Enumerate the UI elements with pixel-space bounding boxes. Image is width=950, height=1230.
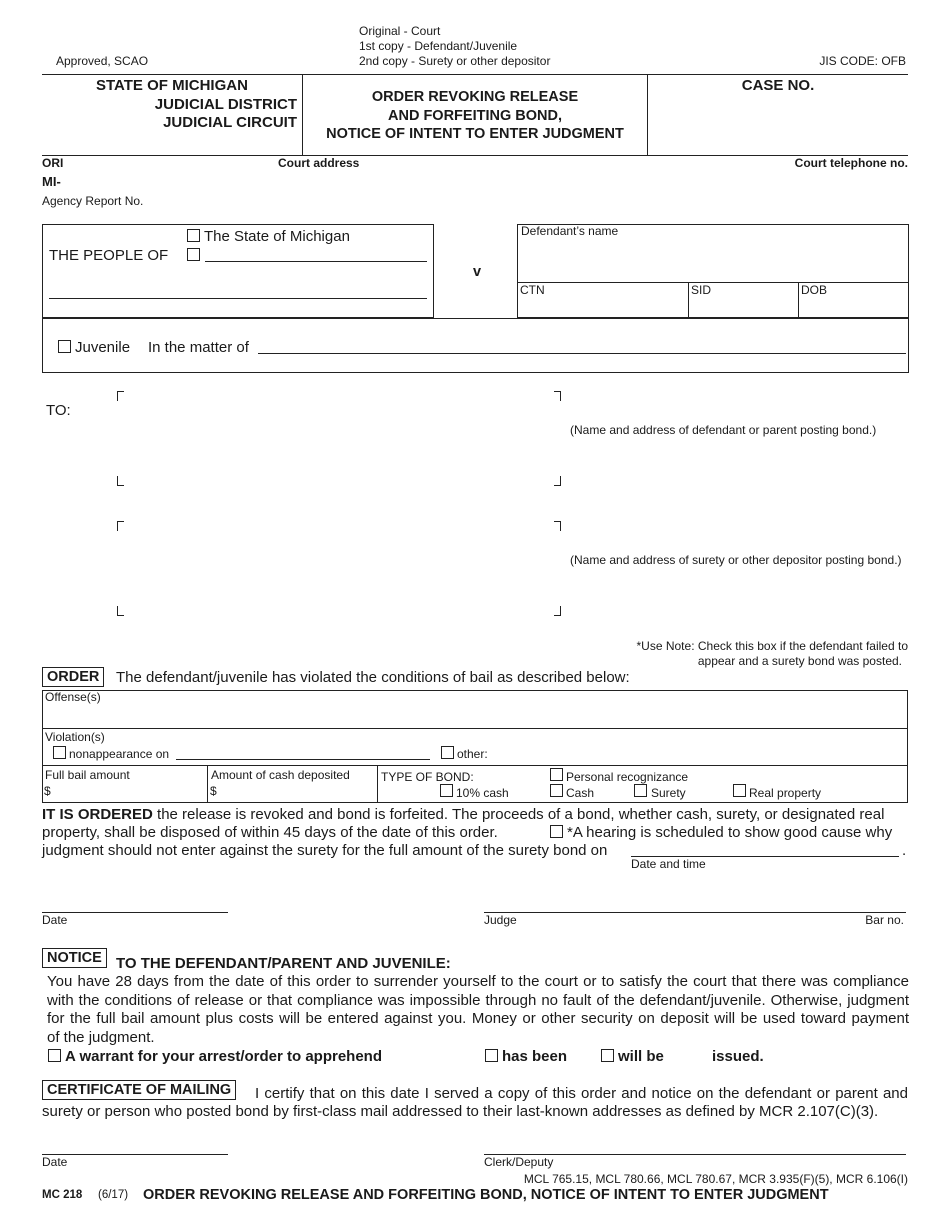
bail-cash-divider [207,765,208,803]
violations-label: Violation(s) [45,730,105,744]
defendant-name-field[interactable] [521,240,905,280]
nonappearance-checkbox[interactable] [53,746,66,759]
full-bail-dollar: $ [44,784,51,798]
form-title [303,88,647,144]
has-been-checkbox[interactable] [485,1049,498,1062]
form-number: MC 218 [42,1189,83,1201]
personal-recognizance-checkbox[interactable] [550,768,563,781]
to-label: TO: [46,402,71,419]
certificate-line-2: surety or person who posted bond by first-class mail addressed to their last-known addresses as defined by MCR 2.107(C)(3). [42,1103,879,1120]
sid-label: SID [691,283,712,297]
case-no-field[interactable] [660,98,896,148]
it-is-ordered-lead: IT IS ORDERED [42,806,153,823]
defendant-id-rule [517,282,909,283]
use-note [637,639,909,669]
cash-deposited-dollar: $ [210,784,217,798]
address-window-2-corner-tl [117,521,124,531]
offenses-rule [42,728,908,729]
surety-address-note: (Name and address of surety or other depositor posting bond.) [570,553,902,567]
type-of-bond-label: TYPE OF BOND: [381,770,474,784]
offenses-field[interactable] [46,705,904,727]
mi-label: MI- [42,174,61,189]
other-violation-checkbox[interactable] [441,746,454,759]
judicial-district: JUDICIAL DISTRICT [154,95,297,113]
people-of-label: THE PEOPLE OF [49,247,169,264]
copy-distribution [359,24,550,69]
other-violation-label: other: [457,747,488,761]
in-matter-of-label: In the matter of [148,339,249,356]
it-is-ordered-paragraph [42,806,908,825]
date-and-time-label: Date and time [631,857,706,871]
surety-bond-label: Surety [651,786,686,800]
it-is-ordered-line-1: the release is revoked and bond is forfeited. The proceeds of a bond, whether cash, surety, or designated real [157,806,885,823]
will-be-label: will be [618,1048,664,1065]
order-date-line[interactable] [42,912,228,913]
other-plaintiff-checkbox[interactable] [187,248,200,261]
agency-report-label: Agency Report No. [42,194,144,208]
form-title-line-2: AND FORFEITING BOND, [388,107,562,124]
notice-line-1: You have 28 days from the date of this order to surrender yourself to the court or to satisfy the court that there was compliance [47,973,909,990]
plaintiff-extra-line[interactable] [49,298,427,299]
full-bail-label: Full bail amount [45,768,130,782]
certificate-tag: CERTIFICATE OF MAILING [42,1080,236,1100]
order-date-label: Date [42,913,68,927]
mailing-date-label: Date [42,1155,68,1169]
court-address-label: Court address [278,156,360,170]
order-intro: The defendant/juvenile has violated the conditions of bail as described below: [116,669,630,686]
certificate-line-1: I certify that on this date I served a copy of this order and notice on the defendant or parent and [255,1085,908,1102]
ctn-label: CTN [520,283,545,297]
versus-label: v [473,264,482,280]
legal-citations: MCL 765.15, MCL 780.66, MCL 780.67, MCR 3.935(F)(5), MCR 6.106(I) [523,1172,908,1186]
notice-paragraph [47,973,909,1047]
order-tag: ORDER [42,667,104,687]
clerk-deputy-label: Clerk/Deputy [484,1155,554,1169]
judge-label: Judge [484,913,517,927]
juvenile-label: Juvenile [75,339,131,356]
footer-title: ORDER REVOKING RELEASE AND FORFEITING BOND, NOTICE OF INTENT TO ENTER JUDGMENT [143,1187,829,1203]
defendant-name-label: Defendant’s name [521,224,619,238]
judicial-circuit: JUDICIAL CIRCUIT [163,114,297,131]
hearing-period: . [902,842,907,859]
address-window-2-corner-bl [117,606,124,616]
notice-line-2: with the conditions of release or that compliance was impossible through no fault of the defendant/juvenile. Otherwise, judgment [47,991,909,1009]
real-property-checkbox[interactable] [733,784,746,797]
address-window-1-corner-bl [117,476,124,486]
issued-label: issued. [712,1048,764,1065]
violations-rule [42,765,908,766]
defendant-address-field[interactable] [130,398,545,476]
state-of-michigan-checkbox[interactable] [187,229,200,242]
use-note-line-2: appear and a surety bond was posted. [697,654,902,668]
copy-first: 1st copy - Defendant/Juvenile [359,39,518,53]
use-note-line-1: *Use Note: Check this box if the defendant failed to [636,639,908,653]
case-no-label: CASE NO. [741,77,815,94]
warrant-label: A warrant for your arrest/order to apprehend [65,1048,383,1065]
offenses-label: Offense(s) [45,690,101,704]
sid-dob-divider [798,282,799,318]
warrant-checkbox[interactable] [48,1049,61,1062]
header-top-rule [42,74,908,75]
other-plaintiff-line[interactable] [205,261,427,262]
form-title-line-3: NOTICE OF INTENT TO ENTER JUDGMENT [326,126,624,142]
ten-percent-cash-checkbox[interactable] [440,784,453,797]
header-bottom-rule [42,155,908,156]
nonappearance-label: nonappearance on [69,747,170,761]
in-matter-of-line[interactable] [258,353,906,354]
bar-no-label: Bar no. [865,913,904,927]
ctn-sid-divider [688,282,689,318]
hearing-scheduled-text: *A hearing is scheduled to show good cause why [567,824,893,841]
address-window-1-corner-tl [117,391,124,401]
cash-bond-label: Cash [566,786,595,800]
it-is-ordered-line-3: judgment should not enter against the surety for the full amount of the surety bond on [42,842,608,859]
address-window-1-corner-br [554,476,561,486]
jis-code: JIS CODE: OFB [819,54,906,68]
mailing-date-line[interactable] [42,1154,228,1155]
form-title-line-1: ORDER REVOKING RELEASE [371,89,579,105]
will-be-checkbox[interactable] [601,1049,614,1062]
cash-bond-checkbox[interactable] [550,784,563,797]
address-window-2-corner-br [554,606,561,616]
court-telephone-label: Court telephone no. [794,156,908,170]
approved-scao: Approved, SCAO [56,54,149,68]
real-property-label: Real property [749,786,822,800]
copy-original: Original - Court [359,24,441,38]
nonappearance-date-line[interactable] [176,759,430,760]
it-is-ordered-line-2: property, shall be disposed of within 45 days of the date of this order. [42,824,498,841]
ori-label: ORI [42,156,64,170]
copy-second: 2nd copy - Surety or other depositor [359,54,551,68]
hearing-scheduled-checkbox[interactable] [550,825,563,838]
address-window-2-corner-tr [554,521,561,531]
notice-line-3: for the full bail amount plus costs will be entered against you. Money or other security on deposit will be used toward payment [47,1010,909,1028]
has-been-label: has been [502,1048,568,1065]
full-bail-field[interactable] [54,782,204,800]
judge-signature-line[interactable] [484,912,906,913]
state-of-michigan: STATE OF MICHIGAN [96,77,248,94]
notice-line-4: of the judgment. [47,1028,155,1046]
surety-bond-checkbox[interactable] [634,784,647,797]
surety-address-field[interactable] [130,528,545,606]
notice-heading: TO THE DEFENDANT/PARENT AND JUVENILE: [116,955,451,972]
dob-label: DOB [801,283,828,297]
state-of-michigan-option: The State of Michigan [204,228,350,245]
notice-tag: NOTICE [42,948,107,968]
address-window-1-corner-tr [554,391,561,401]
personal-recognizance-label: Personal recognizance [566,770,689,784]
ten-percent-cash-label: 10% cash [456,786,509,800]
court-jurisdiction [50,77,297,133]
cash-deposited-label: Amount of cash deposited [211,768,350,782]
cash-deposited-field[interactable] [220,782,374,800]
juvenile-checkbox[interactable] [58,340,71,353]
cash-type-divider [377,765,378,803]
form-revision: (6/17) [98,1189,129,1201]
defendant-address-note: (Name and address of defendant or parent posting bond.) [570,423,877,437]
